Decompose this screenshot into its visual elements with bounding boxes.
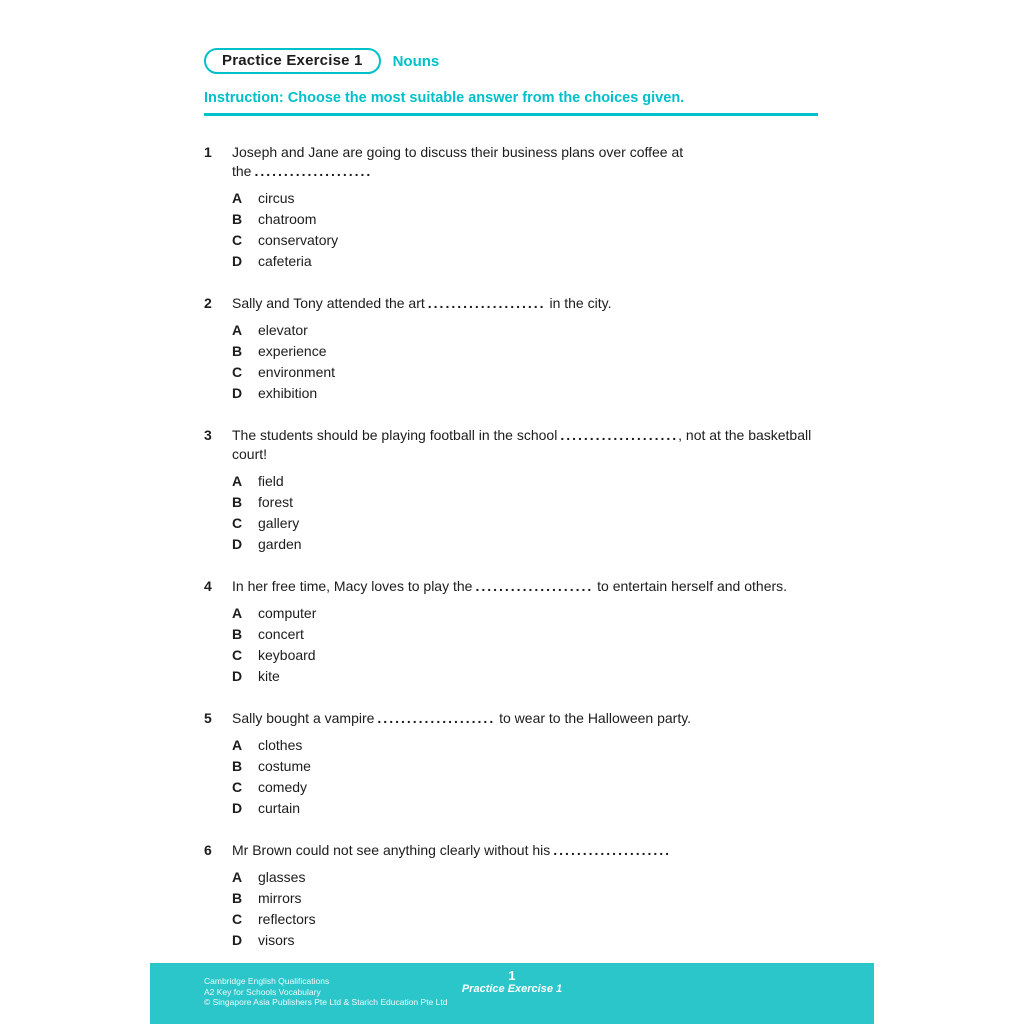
option-text: garden	[258, 536, 302, 552]
options-list	[232, 867, 824, 951]
option-letter: D	[232, 536, 243, 552]
option-letter: C	[232, 364, 243, 380]
option-row	[232, 362, 824, 383]
footer-publisher-line: © Singapore Asia Publishers Pte Ltd & Starich Education Pte Ltd	[204, 997, 448, 1007]
option-row	[232, 513, 824, 534]
option-row	[232, 756, 824, 777]
question	[204, 577, 824, 687]
question-text-pre: In her free time, Macy loves to play the	[232, 578, 473, 594]
footer-publisher-line: A2 Key for Schools Vocabulary	[204, 986, 321, 997]
question-text-pre: Joseph and Jane are going to discuss their business plans over coffee at the	[232, 144, 684, 179]
option-row	[232, 777, 824, 798]
option-letter: D	[232, 800, 243, 816]
option-text: circus	[258, 190, 295, 206]
option-letter: D	[232, 385, 243, 401]
option-letter: C	[232, 647, 243, 663]
option-row	[232, 341, 824, 362]
option-text: computer	[258, 605, 317, 621]
option-text: conservatory	[258, 232, 339, 248]
answer-blank: ....................	[553, 842, 672, 858]
option-row	[232, 624, 824, 645]
question-text	[232, 841, 824, 860]
option-row	[232, 471, 824, 492]
footer-page-label: Practice Exercise 1	[461, 983, 563, 995]
option-letter: B	[232, 211, 243, 227]
question	[204, 426, 824, 555]
option-letter: A	[232, 322, 243, 338]
option-row	[232, 666, 824, 687]
option-text: glasses	[258, 869, 306, 885]
option-text: curtain	[258, 800, 301, 816]
option-letter: B	[232, 494, 243, 510]
answer-blank: ....................	[377, 710, 496, 726]
answer-blank: ....................	[475, 578, 594, 594]
question	[204, 709, 824, 819]
option-text: experience	[258, 343, 327, 359]
option-row	[232, 888, 824, 909]
page-header	[204, 48, 439, 74]
option-text: keyboard	[258, 647, 316, 663]
option-text: reflectors	[258, 911, 316, 927]
option-text: comedy	[258, 779, 308, 795]
question-number: 1	[204, 144, 212, 160]
option-letter: B	[232, 758, 243, 774]
option-letter: A	[232, 190, 243, 206]
questions-area	[204, 143, 824, 973]
option-text: environment	[258, 364, 336, 380]
instruction-text: Instruction: Choose the most suitable answer from the choices given.	[204, 90, 685, 106]
option-letter: B	[232, 343, 243, 359]
option-row	[232, 603, 824, 624]
question-number: 3	[204, 427, 212, 443]
option-text: gallery	[258, 515, 300, 531]
option-row	[232, 735, 824, 756]
option-letter: A	[232, 473, 243, 489]
option-row	[232, 534, 824, 555]
options-list	[232, 603, 824, 687]
question	[204, 143, 824, 272]
option-row	[232, 320, 824, 341]
question-text	[232, 294, 824, 313]
option-letter: D	[232, 932, 243, 948]
option-row	[232, 188, 824, 209]
option-letter: C	[232, 779, 243, 795]
option-text: concert	[258, 626, 304, 642]
option-letter: D	[232, 253, 243, 269]
question-text	[232, 577, 824, 596]
option-text: chatroom	[258, 211, 317, 227]
footer-bar	[150, 963, 874, 1024]
exercise-badge: Practice Exercise 1	[204, 48, 381, 74]
answer-blank: ....................	[254, 163, 373, 179]
option-row	[232, 383, 824, 404]
question-number: 4	[204, 578, 212, 594]
option-text: elevator	[258, 322, 308, 338]
question-text	[232, 709, 824, 728]
footer-page-number: 1	[508, 968, 516, 983]
option-row	[232, 492, 824, 513]
option-text: kite	[258, 668, 280, 684]
question-text-pre: The students should be playing football in the school	[232, 427, 558, 443]
option-row	[232, 909, 824, 930]
options-list	[232, 320, 824, 404]
question-text-post: to wear to the Halloween party.	[495, 710, 692, 726]
option-text: field	[258, 473, 284, 489]
option-letter: D	[232, 668, 243, 684]
question-text-post: , not at the basketball court!	[232, 427, 812, 462]
question-text	[232, 426, 824, 464]
option-letter: C	[232, 232, 243, 248]
question-text	[232, 143, 824, 181]
divider-line	[204, 113, 818, 116]
option-letter: C	[232, 515, 243, 531]
question	[204, 841, 824, 951]
question-text-post: to entertain herself and others.	[593, 578, 788, 594]
option-row	[232, 867, 824, 888]
answer-blank: ....................	[560, 427, 679, 443]
option-letter: B	[232, 626, 243, 642]
question-text-pre: Sally bought a vampire	[232, 710, 375, 726]
option-text: exhibition	[258, 385, 318, 401]
topic-label: Nouns	[392, 52, 440, 70]
option-row	[232, 930, 824, 951]
question-text-post: in the city.	[545, 295, 612, 311]
answer-blank: ....................	[427, 295, 546, 311]
options-list	[232, 471, 824, 555]
option-text: forest	[258, 494, 294, 510]
option-text: costume	[258, 758, 311, 774]
option-text: cafeteria	[258, 253, 312, 269]
footer-publisher-line: Cambridge English Qualifications	[204, 976, 330, 986]
option-text: visors	[258, 932, 295, 948]
option-row	[232, 209, 824, 230]
options-list	[232, 188, 824, 272]
option-row	[232, 251, 824, 272]
footer-page-info	[150, 968, 874, 996]
options-list	[232, 735, 824, 819]
question	[204, 294, 824, 404]
option-text: mirrors	[258, 890, 302, 906]
question-number: 5	[204, 710, 212, 726]
option-row	[232, 645, 824, 666]
option-letter: A	[232, 605, 243, 621]
option-letter: C	[232, 911, 243, 927]
question-number: 6	[204, 842, 212, 858]
question-text-pre: Mr Brown could not see anything clearly without his	[232, 842, 551, 858]
option-letter: A	[232, 737, 243, 753]
option-text: clothes	[258, 737, 303, 753]
question-number: 2	[204, 295, 212, 311]
option-letter: A	[232, 869, 243, 885]
option-letter: B	[232, 890, 243, 906]
option-row	[232, 230, 824, 251]
question-text-pre: Sally and Tony attended the art	[232, 295, 425, 311]
option-row	[232, 798, 824, 819]
